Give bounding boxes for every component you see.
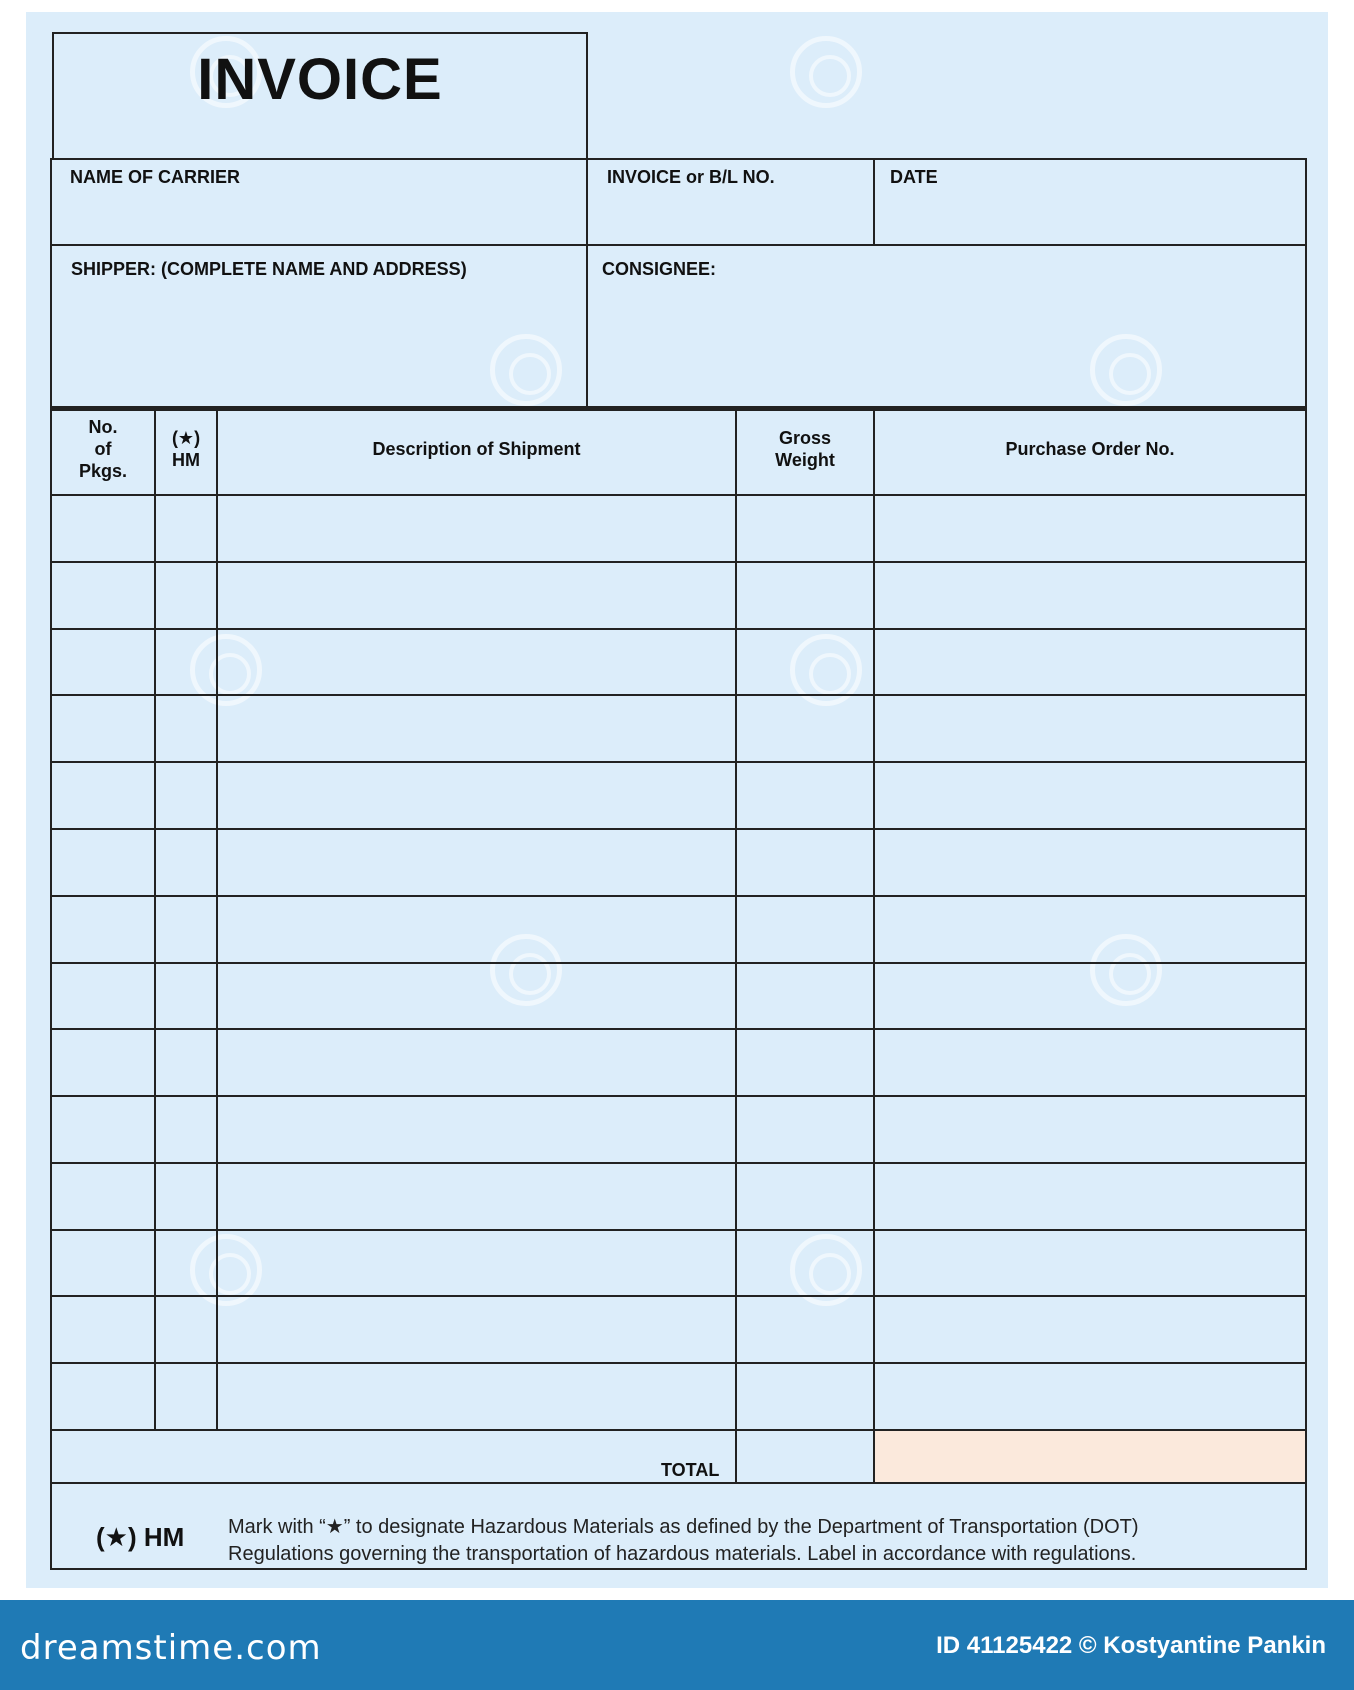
row-rule (50, 1362, 1307, 1364)
row-rule (50, 828, 1307, 830)
watermark-swirl-icon (790, 36, 862, 108)
row-rule (50, 962, 1307, 964)
pkgs-header-line1: No. (88, 417, 118, 437)
weight-header-line2: Weight (775, 450, 835, 470)
column-divider (735, 409, 737, 1484)
row-rule (50, 561, 1307, 563)
row-rule (50, 1095, 1307, 1097)
total-label: TOTAL (661, 1460, 720, 1480)
hazmat-note-line1: Mark with “★” to designate Hazardous Materials as defined by the Department of Transportation (DOT) (228, 1516, 1139, 1538)
consignee-label: CONSIGNEE: (602, 259, 717, 279)
hm-header-line1: (★) (171, 428, 201, 448)
brand-logo[interactable]: dreamstime.com (20, 1628, 322, 1668)
col-header-pkgs (52, 414, 154, 484)
column-divider (873, 409, 875, 1484)
table-top-rule (50, 408, 1307, 411)
shipment-table (50, 409, 1307, 1484)
date-field[interactable] (873, 158, 1307, 246)
col-header-description: Description of Shipment (372, 439, 581, 459)
row-rule (50, 1229, 1307, 1231)
hm-header-line2: HM (172, 450, 200, 470)
carrier-label: NAME OF CARRIER (70, 167, 240, 187)
row-rule (50, 494, 1307, 496)
stock-banner (0, 1600, 1354, 1690)
total-po-cell[interactable] (875, 1431, 1305, 1482)
invoice-number-label: INVOICE or B/L NO. (607, 167, 775, 187)
pkgs-header-line2: of (94, 439, 112, 459)
row-rule (50, 628, 1307, 630)
row-rule (50, 1028, 1307, 1030)
col-header-hm (156, 414, 216, 484)
col-header-gross-weight (737, 414, 873, 484)
weight-header-line1: Gross (778, 428, 832, 448)
hazmat-note-line2: Regulations governing the transportation of hazardous materials. Label in accordance with regulations. (228, 1543, 1137, 1565)
row-rule (50, 895, 1307, 897)
hazmat-hm-label: (★) HM (96, 1522, 185, 1552)
row-rule (50, 1295, 1307, 1297)
invoice-title: INVOICE (52, 32, 588, 160)
row-rule (50, 761, 1307, 763)
hazmat-note-text (228, 1514, 1308, 1568)
pkgs-header-line3: Pkgs. (78, 461, 128, 481)
row-rule (50, 694, 1307, 696)
row-rule (50, 1162, 1307, 1164)
image-credit: ID 41125422 © Kostyantine Pankin (936, 1632, 1326, 1659)
shipper-label: SHIPPER: (COMPLETE NAME AND ADDRESS) (71, 259, 467, 279)
date-label: DATE (890, 167, 938, 187)
col-header-purchase-order: Purchase Order No. (1005, 439, 1175, 459)
